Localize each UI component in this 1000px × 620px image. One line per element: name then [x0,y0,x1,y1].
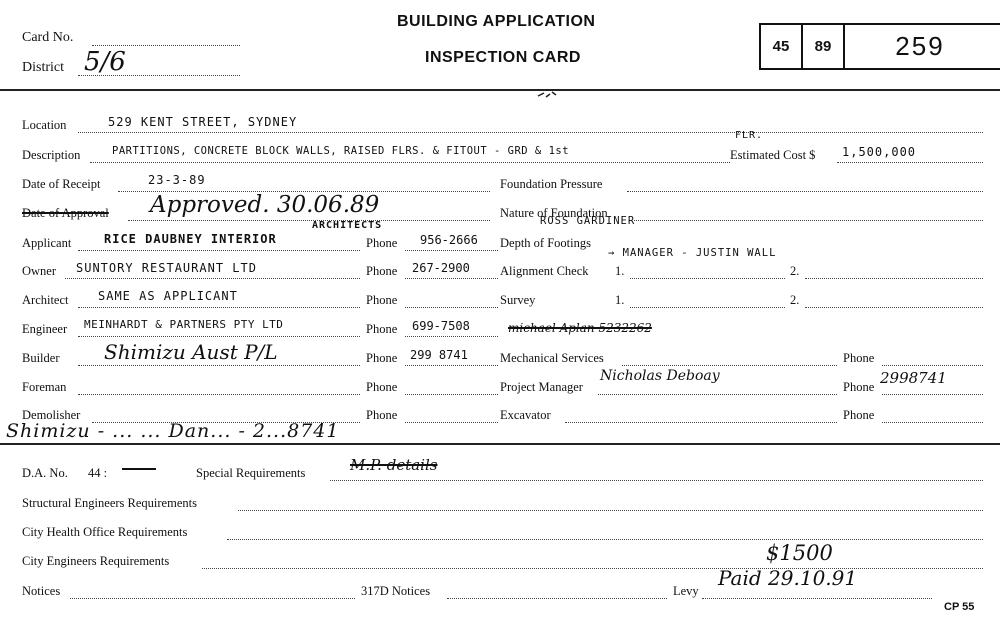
reference-box-b: 89 [803,25,845,68]
header-divider [0,89,1000,91]
levy-field[interactable] [702,598,932,599]
engineer-field[interactable] [78,336,360,337]
date-approval-value: Approved. 30.06.89 [150,192,380,218]
builder-phone-label: Phone [366,351,398,365]
engineer-phone-label: Phone [366,322,398,336]
architect-label: Architect [22,293,69,307]
foundation-pressure-field[interactable] [627,191,983,192]
architect-value: SAME AS APPLICANT [98,289,238,303]
owner-phone-label: Phone [366,264,398,278]
city-engineers-label: City Engineers Requirements [22,554,170,568]
mechanical-phone-field[interactable] [882,365,983,366]
foreman-phone-label: Phone [366,380,398,394]
levy-label: Levy [673,584,699,598]
city-engineers-value: $1500 [766,541,833,565]
ross-gardiner-note: ROSS GARDINER [540,215,636,227]
city-health-field[interactable] [227,539,983,540]
da-no-value: 44 : [88,466,108,480]
estimated-cost-field[interactable] [837,162,983,163]
survey-2-label: 2. [790,293,800,307]
reference-box [759,23,1000,70]
builder-phone-value: 299 8741 [410,348,468,362]
special-requirements-label: Special Requirements [196,466,306,480]
date-receipt-value: 23-3-89 [148,173,206,187]
nature-foundation-field[interactable] [634,220,983,221]
location-value: 529 KENT STREET, SYDNEY [108,115,298,129]
survey-label: Survey [500,293,536,307]
survey-1-label: 1. [615,293,625,307]
architect-phone-label: Phone [366,293,398,307]
project-manager-phone-label: Phone [843,380,875,394]
engineer-value: MEINHARDT & PARTNERS PTY LTD [84,318,284,331]
reference-box-number: 259 [895,31,945,61]
reference-box-a: 45 [761,25,803,68]
alignment-check-label: Alignment Check [500,264,589,278]
depth-footings-label: Depth of Footings [500,236,591,250]
owner-value: SUNTORY RESTAURANT LTD [76,261,257,275]
mechanical-services-label: Mechanical Services [500,351,604,365]
card-title-line1: BUILDING APPLICATION [397,13,596,30]
mechanical-phone-label: Phone [843,351,875,365]
middle-divider [0,443,1000,445]
project-manager-phone-value: 2998741 [880,369,947,387]
applicant-architects-note: ARCHITECTS [312,220,383,231]
manager-note: → MANAGER - JUSTIN WALL [608,247,777,259]
architect-field[interactable] [78,307,360,308]
foreman-phone-field[interactable] [405,394,498,395]
builder-phone-field[interactable] [405,365,498,366]
estimated-cost-value: 1,500,000 [842,145,917,159]
owner-label: Owner [22,264,57,278]
card-no-label: Card No. [22,30,74,45]
district-label: District [22,60,64,75]
district-value: 5/6 [84,47,126,77]
applicant-value: RICE DAUBNEY INTERIOR [104,232,277,246]
foundation-pressure-label: Foundation Pressure [500,177,603,191]
survey-2-field[interactable] [805,307,983,308]
applicant-phone-value: 956-2666 [420,233,478,247]
description-field[interactable] [90,162,730,163]
structural-engineers-field[interactable] [238,510,983,511]
project-manager-label: Project Manager [500,380,583,394]
project-manager-value: Nicholas Deboay [600,368,720,384]
applicant-field[interactable] [78,250,360,251]
engineer-phone-field[interactable] [405,336,498,337]
foreman-label: Foreman [22,380,67,394]
project-manager-phone-field[interactable] [882,394,983,395]
owner-phone-value: 267-2900 [412,261,470,275]
nature-foundation-label: Nature of Foundation [500,206,608,220]
card-no-field[interactable] [92,45,240,46]
engineer-struck-note: michael Aplan 5232262 [508,321,652,335]
city-engineers-field[interactable] [202,568,983,569]
excavator-phone-label: Phone [843,408,875,422]
builder-field[interactable] [78,365,360,366]
alignment-check-2-label: 2. [790,264,800,278]
structural-engineers-label: Structural Engineers Requirements [22,496,197,510]
date-approval-field[interactable] [128,220,490,221]
survey-1-field[interactable] [630,307,785,308]
city-health-label: City Health Office Requirements [22,525,188,539]
alignment-check-1-label: 1. [615,264,625,278]
da-no-dash [122,468,156,470]
notices-label: Notices [22,584,61,598]
engineer-phone-value: 699-7508 [412,319,470,333]
excavator-phone-field[interactable] [882,422,983,423]
demolisher-phone-label: Phone [366,408,398,422]
notices-field[interactable] [70,598,355,599]
form-code: CP 55 [944,601,975,613]
demolisher-label: Demolisher [22,408,81,422]
levy-value: Paid 29.10.91 [718,566,858,590]
special-requirements-value: M.P. details [350,456,438,474]
location-field[interactable] [78,132,983,133]
special-requirements-field[interactable] [330,480,983,481]
foreman-field[interactable] [78,394,360,395]
shimizu-handwritten-line: Shimizu - ... ... Dan... - 2...8741 [6,420,340,442]
date-approval-label: Date of Approval [22,206,109,220]
description-flr-note: FLR. [735,130,764,141]
stray-ink-mark [536,88,560,102]
estimated-cost-label: Estimated Cost $ [730,148,816,162]
owner-phone-field[interactable] [405,278,498,279]
applicant-phone-field[interactable] [405,250,498,251]
applicant-phone-label: Phone [366,236,398,250]
location-label: Location [22,118,67,132]
engineer-label: Engineer [22,322,68,336]
builder-label: Builder [22,351,60,365]
owner-field[interactable] [65,278,360,279]
da-no-label: D.A. No. [22,466,68,480]
applicant-label: Applicant [22,236,72,250]
architect-phone-field[interactable] [405,307,498,308]
alignment-check-2-field[interactable] [805,278,983,279]
project-manager-field[interactable] [598,394,837,395]
alignment-check-1-field[interactable] [630,278,785,279]
excavator-label: Excavator [500,408,551,422]
mechanical-services-field[interactable] [622,365,837,366]
builder-value: Shimizu Aust P/L [104,340,278,364]
excavator-field[interactable] [565,422,837,423]
description-value: PARTITIONS, CONCRETE BLOCK WALLS, RAISED FLRS. & FITOUT - GRD & 1st [112,145,570,157]
card-title-line2: INSPECTION CARD [425,49,581,66]
demolisher-phone-field[interactable] [405,422,498,423]
317d-notices-label: 317D Notices [361,584,431,598]
date-receipt-label: Date of Receipt [22,177,101,191]
317d-notices-field[interactable] [447,598,667,599]
description-label: Description [22,148,81,162]
